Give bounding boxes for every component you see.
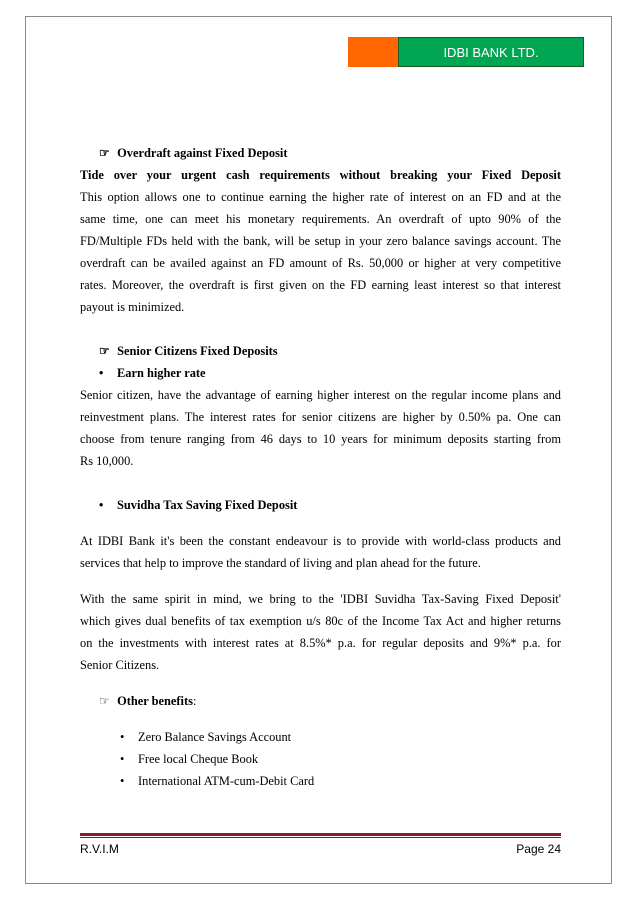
section-heading-other-benefits: ☞ Other benefits: — [80, 690, 561, 712]
list-item: • International ATM-cum-Debit Card — [80, 770, 561, 792]
pointing-hand-icon: ☞ — [99, 344, 110, 358]
para-line: With the same spirit in mind, we bring to the 'IDBI Suvidha Tax-Saving Fixed Deposit' — [80, 592, 561, 606]
bullet-icon: • — [99, 498, 104, 512]
bullet-icon: • — [120, 752, 125, 766]
para-line: This option allows one to continue earning the higher rate of interest on an FD and at the — [80, 190, 561, 204]
para-line: same time, one can meet his monetary requirements. An overdraft of upto 90% of the — [80, 212, 561, 226]
para-line: reinvestment plans. The interest rates for senior citizens are higher by 0.50% pa. One can — [80, 410, 561, 424]
footer-page-number: Page 24 — [516, 842, 561, 856]
bullet-earn-higher-rate: • Earn higher rate — [80, 362, 561, 384]
footer-rule — [80, 833, 561, 836]
para-line: Rs 10,000. — [80, 454, 134, 468]
subheading-overdraft: Tide over your urgent cash requirements without breaking your Fixed Deposit — [80, 168, 561, 182]
para-line: choose from tenure ranging from 46 days to 10 years for minimum deposits starting from — [80, 432, 561, 446]
section-heading-overdraft: ☞ Overdraft against Fixed Deposit — [80, 142, 561, 164]
para-line: Senior citizen, have the advantage of earning higher interest on the regular income plans and — [80, 388, 561, 402]
bullet-icon: • — [99, 366, 104, 380]
para-line: on the investments with interest rates at 8.5%* p.a. for regular deposits and 9%* p.a. for — [80, 636, 561, 650]
para-line: overdraft can be availed against an FD amount of Rs. 50,000 or higher at very competitive — [80, 256, 561, 270]
para-line: Senior Citizens. — [80, 658, 160, 672]
list-item: • Zero Balance Savings Account — [80, 726, 561, 748]
header-orange-block — [348, 37, 398, 67]
bullet-suvidha: • Suvidha Tax Saving Fixed Deposit — [80, 494, 561, 516]
para-line: which gives dual benefits of tax exemption u/s 80c of the Income Tax Act and higher returns — [80, 614, 561, 628]
para-line: payout is minimized. — [80, 300, 185, 314]
header-bank-name: IDBI BANK LTD. — [398, 37, 584, 67]
footer-rule-thin — [80, 837, 561, 838]
bullet-icon: • — [120, 774, 125, 788]
para-line: rates. Moreover, the overdraft is first given on the FD earning least interest so that interest — [80, 278, 561, 292]
document-body — [80, 142, 561, 792]
para-line: services that help to improve the standard of living and plan ahead for the future. — [80, 556, 481, 570]
para-line: FD/Multiple FDs held with the bank, will be setup in your zero balance savings account. The — [80, 234, 561, 248]
footer-institution: R.V.I.M — [80, 842, 119, 856]
section-heading-senior: ☞ Senior Citizens Fixed Deposits — [80, 340, 561, 362]
pointing-hand-icon: ☞ — [99, 146, 110, 160]
list-item: • Free local Cheque Book — [80, 748, 561, 770]
pointing-hand-icon: ☞ — [99, 694, 110, 708]
bullet-icon: • — [120, 730, 125, 744]
para-line: At IDBI Bank it's been the constant endeavour is to provide with world-class products and — [80, 534, 561, 548]
